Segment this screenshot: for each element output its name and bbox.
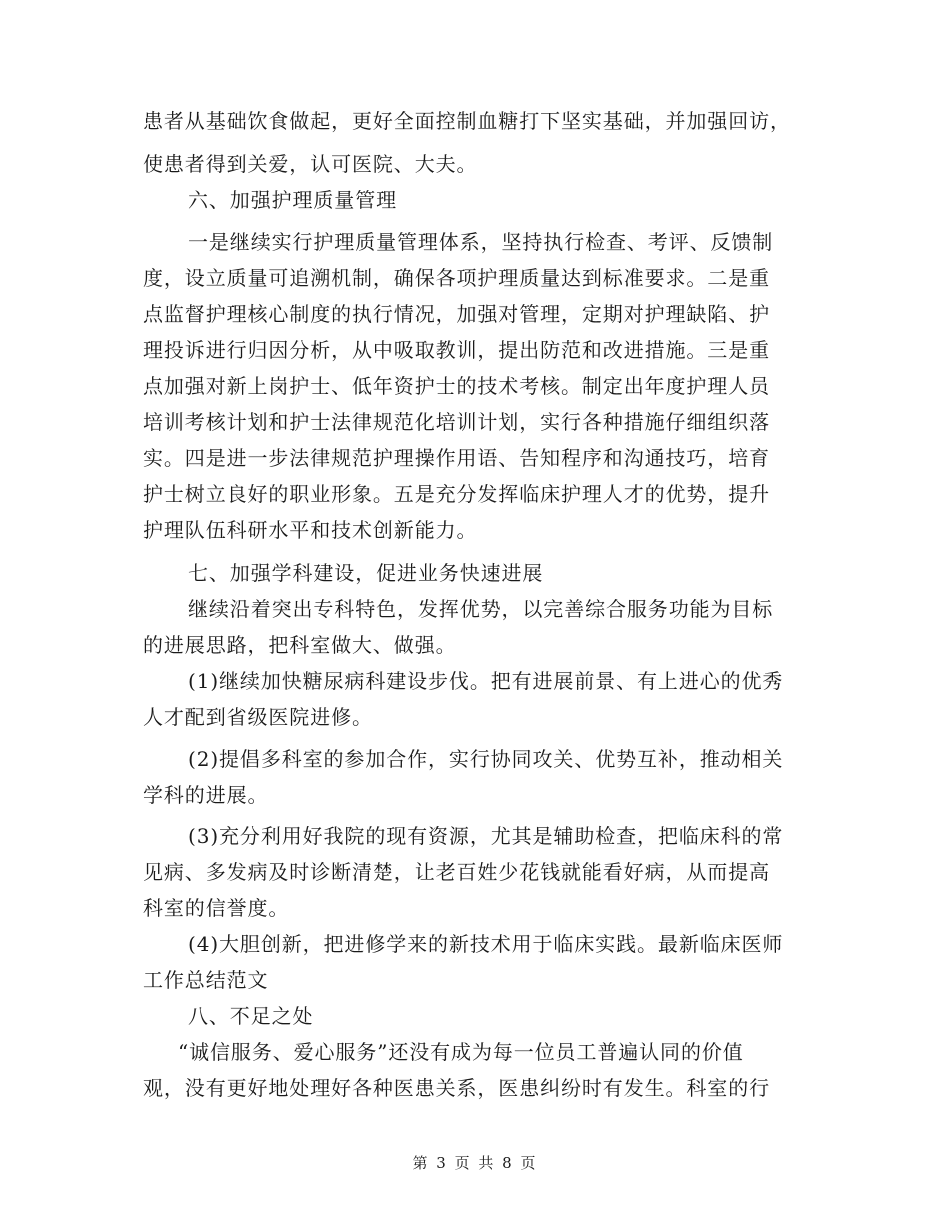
body-line: 护士树立良好的职业形象。五是充分发挥临床护理人才的优势，提升 — [143, 482, 770, 506]
body-line: 见病、多发病及时诊断清楚，让老百姓少花钱就能看好病，从而提高 — [143, 860, 770, 884]
body-line: 观，没有更好地处理好各种医患关系，医患纠纷时有发生。科室的行 — [143, 1076, 770, 1100]
body-line: 度，设立质量可追溯机制，确保各项护理质量达到标准要求。二是重 — [143, 266, 770, 290]
body-line: 工作总结范文 — [143, 968, 269, 992]
body-line: 实。四是进一步法律规范护理操作用语、告知程序和沟通技巧，培育 — [143, 446, 770, 470]
list-item-line: (4)大胆创新，把进修学来的新技术用于临床实践。最新临床医师 — [188, 932, 784, 956]
body-line: 护理队伍科研水平和技术创新能力。 — [143, 518, 478, 542]
body-line: 理投诉进行归因分析，从中吸取教训，提出防范和改进措施。三是重 — [143, 338, 770, 362]
page-number: 第 3 页 共 8 页 — [412, 1154, 538, 1172]
section-heading: 八、不足之处 — [188, 1004, 314, 1028]
list-item-line: (3)充分利用好我院的现有资源，尤其是辅助检查，把临床科的常 — [188, 824, 784, 848]
body-line: 学科的进展。 — [143, 783, 269, 807]
body-line: 点监督护理核心制度的执行情况，加强对管理，定期对护理缺陷、护 — [143, 302, 770, 326]
body-line: 培训考核计划和护士法律规范化培训计划，实行各种措施仔细组织落 — [143, 410, 770, 434]
body-line: 继续沿着突出专科特色，发挥优势，以完善综合服务功能为目标 — [188, 597, 774, 621]
body-line: “诚信服务、爱心服务”还没有成为每一位员工普遍认同的价值 — [178, 1040, 744, 1064]
body-line: 点加强对新上岗护士、低年资护士的技术考核。制定出年度护理人员 — [143, 374, 770, 398]
body-line: 的进展思路，把科室做大、做强。 — [143, 633, 457, 657]
list-item-line: (2)提倡多科室的参加合作，实行协同攻关、优势互补，推动相关 — [188, 747, 784, 771]
body-line: 使患者得到关爱，认可医院、大夫。 — [143, 152, 478, 176]
body-line: 一是继续实行护理质量管理体系，坚持执行检查、考评、反馈制 — [188, 230, 774, 254]
section-heading: 七、加强学科建设，促进业务快速进展 — [188, 561, 544, 585]
section-heading: 六、加强护理质量管理 — [188, 188, 397, 212]
list-item-line: (1)继续加快糖尿病科建设步伐。把有进展前景、有上进心的优秀 — [188, 669, 784, 693]
body-line: 科室的信誉度。 — [143, 896, 290, 920]
body-line: 人才配到省级医院进修。 — [143, 705, 373, 729]
body-line: 患者从基础饮食做起，更好全面控制血糖打下坚实基础，并加强回访， — [143, 109, 791, 133]
